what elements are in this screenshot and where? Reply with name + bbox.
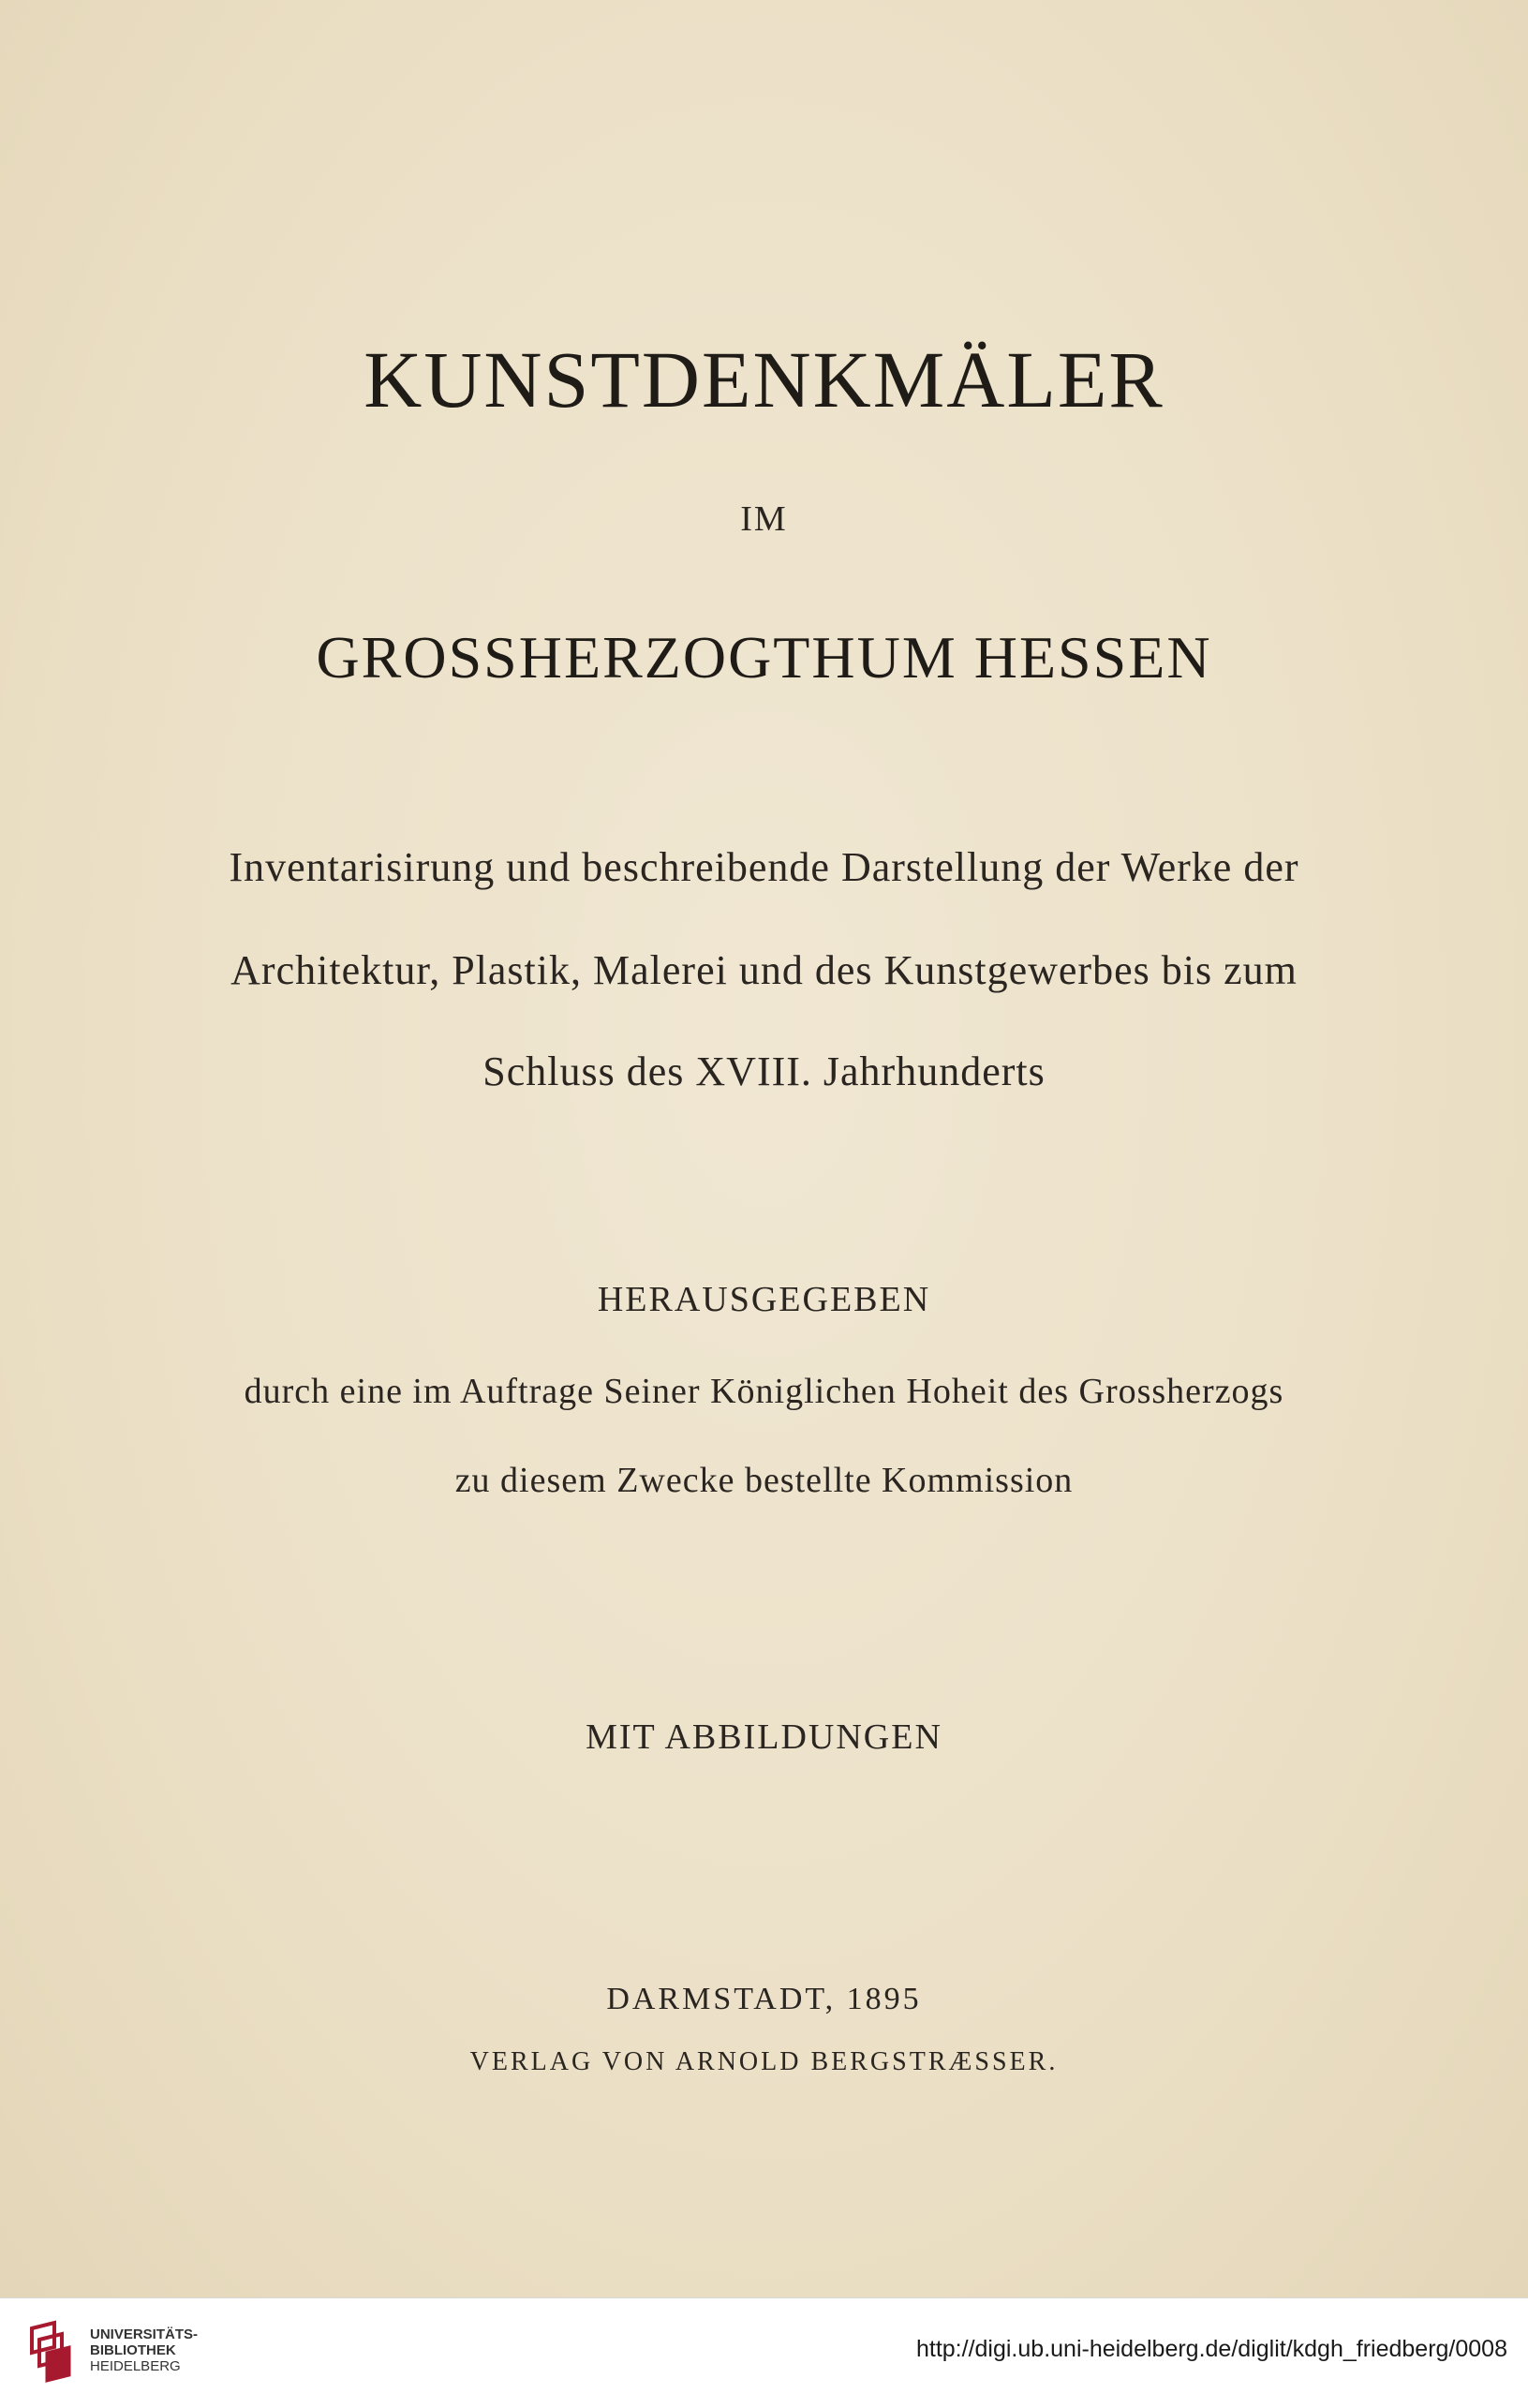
title-connector: IM [740,499,788,539]
subtitle-line-1: Inventarisirung und beschreibende Darstellung der Werke der [229,844,1299,890]
logo-line-2: BIBLIOTHEK [90,2342,176,2358]
university-library-logo-icon[interactable] [26,2319,81,2386]
editor-heading: HERAUSGEGEBEN [597,1280,931,1319]
imprint-publisher: VERLAG VON ARNOLD BERGSTRÆSSER. [469,2047,1059,2076]
title-main: KUNSTDENKMÄLER [363,334,1165,424]
illustrations-note: MIT ABBILDUNGEN [586,1717,942,1757]
editor-line-1: durch eine im Auftrage Seiner Königlichen Hoheit des Grossherzogs [244,1372,1284,1411]
viewer-footer [0,2297,1528,2408]
editor-line-2: zu diesem Zwecke bestellte Kommission [454,1461,1074,1500]
imprint-place-year: DARMSTADT, 1895 [606,1982,922,2016]
logo-line-1: UNIVERSITÄTS- [90,2326,199,2342]
subtitle-line-2: Architektur, Plastik, Malerei und des Kunstgewerbes bis zum [230,947,1298,993]
logo-line-3: HEIDELBERG [90,2358,181,2374]
subtitle-line-3: Schluss des XVIII. Jahrhunderts [482,1048,1046,1094]
university-library-name[interactable] [90,2326,198,2374]
permalink-url[interactable]: http://digi.ub.uni-heidelberg.de/diglit/kdgh_friedberg/0008 [915,2336,1507,2362]
title-region: GROSSHERZOGTHUM HESSEN [316,624,1212,691]
